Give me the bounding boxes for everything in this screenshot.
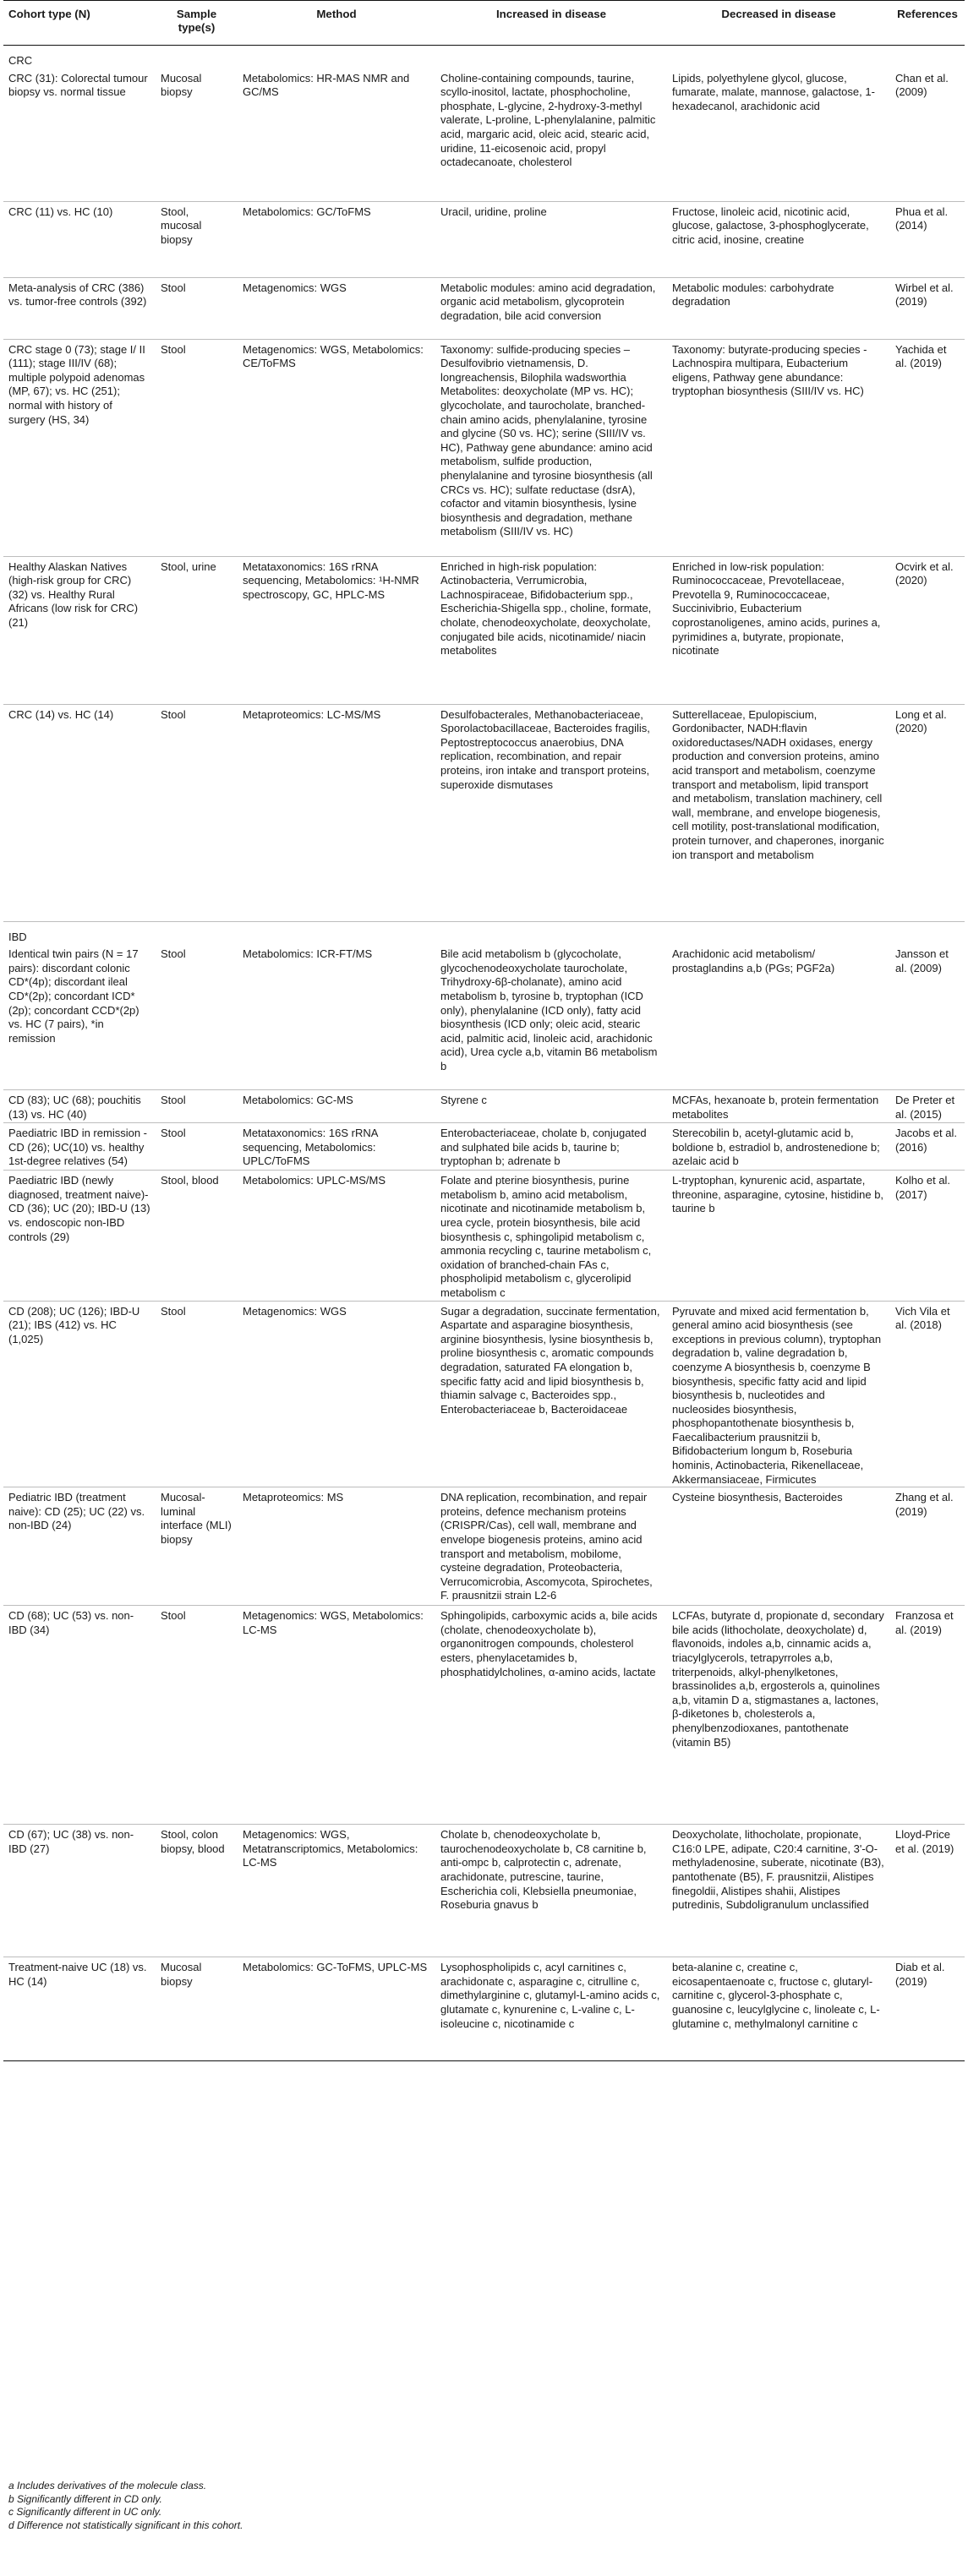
table-row	[3, 1090, 965, 1123]
cell-increased: Cholate b, chenodeoxycholate b, taurochenodeoxycholate b, C8 carnitine b, anti-ompc b, calprotectin c, adrenate, arachidonate, putrescine, taurine, Escherichia coli, Klebsiella pneumoniae, Roseburia gnavus b	[435, 1825, 667, 1957]
cell-reference: Ocvirk et al. (2020)	[890, 556, 965, 704]
cell-decreased: Sutterellaceae, Epulopiscium, Gordonibacter, NADH:flavin oxidoreductases/NADH oxidases, energy production and conversion proteins, amino acid transport and metabolism, coenzyme transport and metabolism, lipid transport and metabolism, translation machinery, cell wall, membrane, and envelope biogenesis, cell motility, post-translational modification, protein turnover, and chaperones, inorganic ion transport and metabolism	[667, 704, 890, 921]
cell-increased: Sugar a degradation, succinate fermentation, Aspartate and asparagine biosynthesis, arginine biosynthesis, lysine biosynthesis b, proline biosynthesis c, aromatic compounds degradation, saturated FA elongation b, specific fatty acid and lipid biosynthesis b, thiamin salvage c, Bacteroides spp., Enterobacteriaceae b, Bacteroidaceae	[435, 1301, 667, 1487]
cell-sample: Stool	[156, 1090, 238, 1123]
cell-method: Metagenomics: WGS	[238, 277, 435, 339]
header-row	[3, 1, 965, 46]
footnote: c Significantly different in UC only.	[8, 2506, 162, 2518]
cell-reference: Long et al. (2020)	[890, 704, 965, 921]
cell-reference: Franzosa et al. (2019)	[890, 1606, 965, 1825]
cell-cohort: CRC stage 0 (73); stage I/ II (111); stage III/IV (68); multiple polypoid adenomas (MP, 67); vs. HC (251); normal with history of surgery (HS, 34)	[3, 339, 156, 556]
cell-cohort: CD (67); UC (38) vs. non-IBD (27)	[3, 1825, 156, 1957]
header-sample: Sample type(s)	[156, 1, 238, 46]
cell-method: Metabolomics: GC-MS	[238, 1090, 435, 1123]
cell-sample: Stool, blood	[156, 1171, 238, 1301]
data-table	[3, 0, 965, 2061]
header-method: Method	[238, 1, 435, 46]
cell-decreased: Metabolic modules: carbohydrate degradation	[667, 277, 890, 339]
cell-increased: Metabolic modules: amino acid degradation, organic acid metabolism, glycoprotein degradation, bile acid conversion	[435, 277, 667, 339]
header-cohort: Cohort type (N)	[3, 1, 156, 46]
cell-method: Metabolomics: ICR-FT/MS	[238, 944, 435, 1090]
cell-sample: Mucosal-luminal interface (MLI) biopsy	[156, 1487, 238, 1606]
table-row	[3, 1123, 965, 1171]
cell-increased: Bile acid metabolism b (glycocholate, glycochenodeoxycholate taurocholate, Trihydroxy-6β-cholanate), amino acid metabolism b, tyrosine b, tryptophan (ICD only), phenylalanine (ICD only), fatty acid biosynthesis (ICD only; oleic acid, stearic acid, palmitic acid, linoleic acid, arachidonic acid), Urea cycle a,b, vitamin B6 metabolism b	[435, 944, 667, 1090]
table-body	[3, 46, 965, 2061]
cell-sample: Stool	[156, 1301, 238, 1487]
cell-method: Metabolomics: GC/ToFMS	[238, 201, 435, 277]
table-row	[3, 704, 965, 921]
cell-reference: Yachida et al. (2019)	[890, 339, 965, 556]
header-increased: Increased in disease	[435, 1, 667, 46]
table-row	[3, 339, 965, 556]
cell-sample: Stool	[156, 1606, 238, 1825]
cell-sample: Stool	[156, 339, 238, 556]
table-row	[3, 201, 965, 277]
cell-decreased: Fructose, linoleic acid, nicotinic acid, glucose, galactose, 3-phosphoglycerate, citric acid, inosine, creatine	[667, 201, 890, 277]
cell-increased: Taxonomy: sulfide-producing species – Desulfovibrio vietnamensis, D. longreachensis, Bilophila wadsworthia Metabolites: deoxycholate (MP vs. HC); glycocholate, and taurocholate, branched-chain amino acids, phenylalanine, tyrosine and glycine (S0 vs. HC); serine (SIII/IV vs. HC), Pathway gene abundance: amino acid metabolism, sulfide production, phenylalanine and tyrosine biosynthesis (all CRCs vs. HC); sulfate reductase (dsrA), cofactor and vitamin biosynthesis, lysine biosynthesis and degradation, methane metabolism (SIII/IV vs. HC)	[435, 339, 667, 556]
cell-reference: Jansson et al. (2009)	[890, 944, 965, 1090]
cell-reference: Diab et al. (2019)	[890, 1957, 965, 2061]
cell-sample: Stool	[156, 944, 238, 1090]
cell-increased: DNA replication, recombination, and repair proteins, defence mechanism proteins (CRISPR/Cas), cell wall, membrane and envelope biogenesis proteins, amino acid transport and metabolism, mobilome, cysteine degradation, Proteobacteria, Verrucomicrobia, Ascomycota, Spirochetes, F. prausnitzii strain L2-6	[435, 1487, 667, 1606]
cell-increased: Desulfobacterales, Methanobacteriaceae, Sporolactobacillaceae, Bacteroides fragilis, Peptostreptococcus anaerobius, DNA replication, recombination, and repair proteins, iron intake and transport proteins, superoxide dismutases	[435, 704, 667, 921]
table-row	[3, 1487, 965, 1606]
header-references: References	[890, 1, 965, 46]
cell-cohort: CD (83); UC (68); pouchitis (13) vs. HC (40)	[3, 1090, 156, 1123]
section-row	[3, 921, 965, 944]
cell-decreased: Taxonomy: butyrate-producing species - Lachnospira multipara, Eubacterium eligens, Pathway gene abundance: tryptophan biosynthesis (SIII/IV vs. HC)	[667, 339, 890, 556]
footnote: a Includes derivatives of the molecule class.	[8, 2480, 207, 2491]
cell-cohort: Meta-analysis of CRC (386) vs. tumor-free controls (392)	[3, 277, 156, 339]
cell-method: Metataxonomics: 16S rRNA sequencing, Metabolomics: UPLC/ToFMS	[238, 1123, 435, 1171]
cell-sample: Mucosal biopsy	[156, 68, 238, 202]
cell-reference: Chan et al. (2009)	[890, 68, 965, 202]
table-row	[3, 944, 965, 1090]
cell-cohort: CD (68); UC (53) vs. non-IBD (34)	[3, 1606, 156, 1825]
cell-cohort: CD (208); UC (126); IBD-U (21); IBS (412) vs. HC (1,025)	[3, 1301, 156, 1487]
cell-increased: Choline-containing compounds, taurine, scyllo-inositol, lactate, phosphocholine, phosphate, L-glycine, 2-hydroxy-3-methyl valerate, L-proline, L-phenylalanine, palmitic acid, margaric acid, oleic acid, stearic acid, uridine, 11-eicosenoic acid, propyl octadecanoate, cholesterol	[435, 68, 667, 202]
cell-sample: Mucosal biopsy	[156, 1957, 238, 2061]
cell-cohort: CRC (11) vs. HC (10)	[3, 201, 156, 277]
section-row	[3, 46, 965, 68]
header-decreased: Decreased in disease	[667, 1, 890, 46]
cell-method: Metabolomics: GC-ToFMS, UPLC-MS	[238, 1957, 435, 2061]
table-row	[3, 68, 965, 202]
cell-sample: Stool, mucosal biopsy	[156, 201, 238, 277]
cell-sample: Stool, colon biopsy, blood	[156, 1825, 238, 1957]
cell-method: Metataxonomics: 16S rRNA sequencing, Metabolomics: ¹H-NMR spectroscopy, GC, HPLC-MS	[238, 556, 435, 704]
cell-cohort: CRC (31): Colorectal tumour biopsy vs. normal tissue	[3, 68, 156, 202]
table-row	[3, 556, 965, 704]
table-row	[3, 1301, 965, 1487]
cell-reference: Wirbel et al. (2019)	[890, 277, 965, 339]
cell-increased: Sphingolipids, carboxymic acids a, bile acids (cholate, chenodeoxycholate b), organonitrogen compounds, cholesterol esters, phenylacetamides b, phosphatidylcholines, α-amino acids, lactate	[435, 1606, 667, 1825]
cell-decreased: Arachidonic acid metabolism/ prostaglandins a,b (PGs; PGF2a)	[667, 944, 890, 1090]
cell-cohort: Paediatric IBD (newly diagnosed, treatment naive)-CD (36); UC (20); IBD-U (13) vs. endoscopic non-IBD controls (29)	[3, 1171, 156, 1301]
cell-decreased: Pyruvate and mixed acid fermentation b, general amino acid biosynthesis (see exceptions in previous column), tryptophan degradation b, valine degradation b, coenzyme A biosynthesis b, coenzyme B biosynthesis, specific fatty acid and lipid biosynthesis b, nucleotides and nucleosides biosynthesis, phosphopantothenate biosynthesis b, Faecalibacterium prausnitzii b, Bifidobacterium longum b, Roseburia hominis, Actinobacteria, Rikenellaceae, Akkermansiaceae, Firmicutes	[667, 1301, 890, 1487]
cell-reference: Jacobs et al. (2016)	[890, 1123, 965, 1171]
cell-sample: Stool, urine	[156, 556, 238, 704]
cell-method: Metagenomics: WGS, Metatranscriptomics, Metabolomics: LC-MS	[238, 1825, 435, 1957]
cell-decreased: LCFAs, butyrate d, propionate d, secondary bile acids (lithocholate, deoxycholate) d, flavonoids, indoles a,b, cinnamic acids a, triacylglycerols, tetrapyrroles a,b, triterpenoids, alkyl-phenylketones, brassinolides a,b, ergosterols a, quinolines a,b, vitamin D a, stigmastanes a, lactones, β-diketones b, cholesterols a, phenylbenzodioxanes, pantothenate (vitamin B5)	[667, 1606, 890, 1825]
cell-cohort: Healthy Alaskan Natives (high-risk group for CRC) (32) vs. Healthy Rural Africans (low risk for CRC) (21)	[3, 556, 156, 704]
cell-increased: Styrene c	[435, 1090, 667, 1123]
table-row	[3, 1171, 965, 1301]
cell-cohort: Treatment-naive UC (18) vs. HC (14)	[3, 1957, 156, 2061]
table-row	[3, 277, 965, 339]
cell-method: Metagenomics: WGS, Metabolomics: CE/ToFMS	[238, 339, 435, 556]
cell-reference: Lloyd-Price et al. (2019)	[890, 1825, 965, 1957]
cell-decreased: L-tryptophan, kynurenic acid, aspartate, threonine, asparagine, cytosine, histidine b, taurine b	[667, 1171, 890, 1301]
cell-sample: Stool	[156, 1123, 238, 1171]
footnote: b Significantly different in CD only.	[8, 2492, 162, 2505]
cell-cohort: Paediatric IBD in remission -CD (26); UC(10) vs. healthy 1st-degree relatives (54)	[3, 1123, 156, 1171]
footnotes	[8, 2480, 243, 2532]
cell-sample: Stool	[156, 704, 238, 921]
cell-reference: De Preter et al. (2015)	[890, 1090, 965, 1123]
cell-increased: Lysophospholipids c, acyl carnitines c, arachidonate c, asparagine c, citrulline c, dimethylarginine c, glutamyl-L-amino acids c, glutamate c, kynurenine c, L-valine c, L-isoleucine c, nicotinamide c	[435, 1957, 667, 2061]
cell-reference: Zhang et al. (2019)	[890, 1487, 965, 1606]
cell-increased: Enriched in high-risk population: Actinobacteria, Verrumicrobia, Lachnospiraceae, Bifidobacterium spp., Escherichia-Shigella spp., choline, formate, cholate, chenodeoxycholate, deoxycholate, conjugated bile acids, nicotinamide/ niacin metabolites	[435, 556, 667, 704]
cell-decreased: beta-alanine c, creatine c, eicosapentaenoate c, fructose c, glutaryl-carnitine c, glycerol-3-phosphate c, guanosine c, leucylglycine c, linoleate c, L-glutamine c, methylmalonyl carnitine c	[667, 1957, 890, 2061]
cell-cohort: CRC (14) vs. HC (14)	[3, 704, 156, 921]
cell-method: Metagenomics: WGS, Metabolomics: LC-MS	[238, 1606, 435, 1825]
cell-method: Metagenomics: WGS	[238, 1301, 435, 1487]
cell-sample: Stool	[156, 277, 238, 339]
footnote: d Difference not statistically significant in this cohort.	[8, 2519, 243, 2531]
cell-method: Metaproteomics: LC-MS/MS	[238, 704, 435, 921]
cell-reference: Vich Vila et al. (2018)	[890, 1301, 965, 1487]
cell-method: Metaproteomics: MS	[238, 1487, 435, 1606]
section-label: IBD	[8, 930, 27, 943]
cell-decreased: MCFAs, hexanoate b, protein fermentation metabolites	[667, 1090, 890, 1123]
cell-decreased: Deoxycholate, lithocholate, propionate, C16:0 LPE, adipate, C20:4 carnitine, 3'-O-methyladenosine, suberate, nicotinate (B3), pantothenate (B5), F. prausnitzii, Alistipes finegoldii, Alistipes shahii, Alistipes putredinis, Subdoligranulum unclassified	[667, 1825, 890, 1957]
cell-method: Metabolomics: UPLC-MS/MS	[238, 1171, 435, 1301]
cell-increased: Folate and pterine biosynthesis, purine metabolism b, amino acid metabolism, nicotinate and nicotinamide metabolism b, urea cycle, protein biosynthesis, bile acid biosynthesis c, sphingolipid metabolism c, ammonia recycling c, taurine metabolism c, oxidation of branched-chain FAs c, phospholipid metabolism c, glycerolipid metabolism c	[435, 1171, 667, 1301]
cell-decreased: Enriched in low-risk population: Ruminococcaceae, Prevotellaceae, Prevotella 9, Ruminococcaceae, Succinivibrio, Eubacterium coprostanoligenes, amino acids, purines a, pyrimidines a, butyrate, propionate, nicotinate	[667, 556, 890, 704]
cell-increased: Enterobacteriaceae, cholate b, conjugated and sulphated bile acids b, taurine b; tryptophan b; adrenate b	[435, 1123, 667, 1171]
cell-method: Metabolomics: HR-MAS NMR and GC/MS	[238, 68, 435, 202]
cell-decreased: Sterecobilin b, acetyl-glutamic acid b, boldione b, estradiol b, androstenedione b; azelaic acid b	[667, 1123, 890, 1171]
cell-decreased: Lipids, polyethylene glycol, glucose, fumarate, malate, mannose, galactose, 1-hexadecanol, arachidonic acid	[667, 68, 890, 202]
cell-increased: Uracil, uridine, proline	[435, 201, 667, 277]
cell-reference: Phua et al. (2014)	[890, 201, 965, 277]
cell-cohort: Pediatric IBD (treatment naive): CD (25); UC (22) vs. non-IBD (24)	[3, 1487, 156, 1606]
table-row	[3, 1957, 965, 2061]
table-row	[3, 1606, 965, 1825]
section-label: CRC	[8, 54, 33, 67]
cell-reference: Kolho et al. (2017)	[890, 1171, 965, 1301]
cell-decreased: Cysteine biosynthesis, Bacteroides	[667, 1487, 890, 1606]
cell-cohort: Identical twin pairs (N = 17 pairs): discordant colonic CD*(4p); discordant ileal CD*(2p); concordant ICD*(2p); concordant CCD*(2p) vs. HC (7 pairs), *in remission	[3, 944, 156, 1090]
table-row	[3, 1825, 965, 1957]
